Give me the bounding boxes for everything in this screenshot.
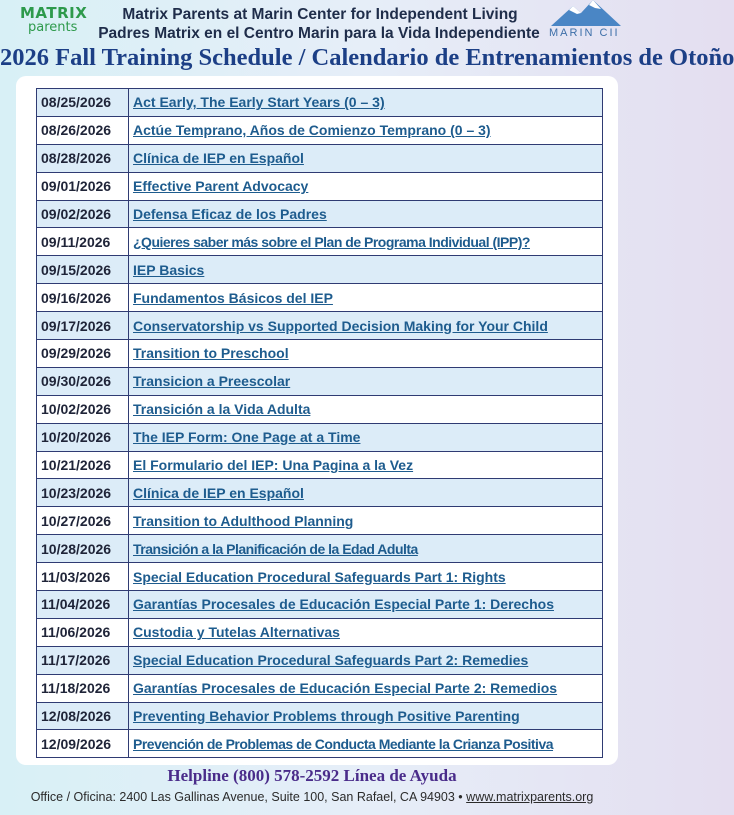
session-date: 09/29/2026 [37,340,129,368]
session-link[interactable]: Garantías Procesales de Educación Especial Parte 1: Derechos [129,591,603,619]
table-row [37,89,603,117]
session-link[interactable]: Effective Parent Advocacy [129,172,603,200]
header-org-english: Matrix Parents at Marin Center for Independent Living [122,6,518,23]
session-date: 11/04/2026 [37,591,129,619]
table-row [37,312,603,340]
session-date: 10/21/2026 [37,451,129,479]
session-date: 09/02/2026 [37,200,129,228]
session-link[interactable]: Actúe Temprano, Años de Comienzo Temprano (0 – 3) [129,116,603,144]
session-link[interactable]: Transición a la Vida Adulta [129,395,603,423]
page-title: 2026 Fall Training Schedule / Calendario de Entrenamientos de Otoño [0,44,734,71]
table-row [37,674,603,702]
session-link[interactable]: Transición a la Planificación de la Edad Adulta [129,535,603,563]
session-link[interactable]: Prevención de Problemas de Conducta Mediante la Crianza Positiva [129,730,603,758]
session-link[interactable]: El Formulario del IEP: Una Pagina a la Vez [129,451,603,479]
session-date: 08/25/2026 [37,89,129,117]
table-row [37,340,603,368]
session-date: 09/16/2026 [37,284,129,312]
logo-marin-text: MARIN CII [549,27,620,39]
table-row [37,730,603,758]
website-link[interactable]: www.matrixparents.org [466,790,594,804]
table-row [37,395,603,423]
session-date: 11/18/2026 [37,674,129,702]
table-row [37,646,603,674]
session-link[interactable]: Preventing Behavior Problems through Positive Parenting [129,702,603,730]
session-date: 11/06/2026 [37,618,129,646]
session-link[interactable]: Garantías Procesales de Educación Especial Parte 2: Remedios [129,674,603,702]
session-date: 09/01/2026 [37,172,129,200]
session-link[interactable]: Clínica de IEP en Español [129,479,603,507]
session-date: 09/15/2026 [37,256,129,284]
session-link[interactable]: The IEP Form: One Page at a Time [129,423,603,451]
session-date: 11/17/2026 [37,646,129,674]
header-org-spanish: Padres Matrix en el Centro Marin para la Vida Independiente [98,25,540,42]
table-row [37,284,603,312]
table-row [37,507,603,535]
session-date: 10/02/2026 [37,395,129,423]
session-date: 10/28/2026 [37,535,129,563]
table-row [37,618,603,646]
table-row [37,228,603,256]
matrix-parents-logo [20,4,90,38]
office-address: Office / Oficina: 2400 Las Gallinas Avenue, Suite 100, San Rafael, CA 94903 • [30,790,463,804]
helpline: Helpline (800) 578-2592 Línea de Ayuda [167,766,457,785]
session-date: 08/28/2026 [37,144,129,172]
table-row [37,172,603,200]
table-row [37,144,603,172]
session-date: 10/20/2026 [37,423,129,451]
table-row [37,535,603,563]
logo-matrix-text: MATRIX [20,4,88,22]
table-row [37,256,603,284]
table-row [37,367,603,395]
session-link[interactable]: Transition to Adulthood Planning [129,507,603,535]
session-link[interactable]: Custodia y Tutelas Alternativas [129,618,603,646]
table-row [37,591,603,619]
session-date: 12/08/2026 [37,702,129,730]
session-link[interactable]: IEP Basics [129,256,603,284]
table-row [37,451,603,479]
session-date: 10/23/2026 [37,479,129,507]
session-date: 09/11/2026 [37,228,129,256]
table-row [37,200,603,228]
table-row [37,116,603,144]
session-date: 10/27/2026 [37,507,129,535]
logo-parents-text: parents [28,20,78,35]
table-row [37,563,603,591]
session-link[interactable]: Clínica de IEP en Español [129,144,603,172]
session-link[interactable]: Conservatorship vs Supported Decision Making for Your Child [129,312,603,340]
session-link[interactable]: Fundamentos Básicos del IEP [129,284,603,312]
session-date: 09/17/2026 [37,312,129,340]
mountain-icon [551,0,621,28]
session-link[interactable]: Special Education Procedural Safeguards Part 2: Remedies [129,646,603,674]
session-link[interactable]: Transicion a Preescolar [129,367,603,395]
session-link[interactable]: Transition to Preschool [129,340,603,368]
session-date: 09/30/2026 [37,367,129,395]
schedule-table [36,88,603,758]
marin-cil-logo [545,0,624,44]
session-date: 12/09/2026 [37,730,129,758]
session-link[interactable]: Defensa Eficaz de los Padres [129,200,603,228]
session-link[interactable]: ¿Quieres saber más sobre el Plan de Programa Individual (IPP)? [129,228,603,256]
session-date: 11/03/2026 [37,563,129,591]
session-link[interactable]: Special Education Procedural Safeguards Part 1: Rights [129,563,603,591]
session-link[interactable]: Act Early, The Early Start Years (0 – 3) [129,89,603,117]
footer [0,790,624,804]
table-row [37,479,603,507]
session-date: 08/26/2026 [37,116,129,144]
table-row [37,702,603,730]
table-row [37,423,603,451]
